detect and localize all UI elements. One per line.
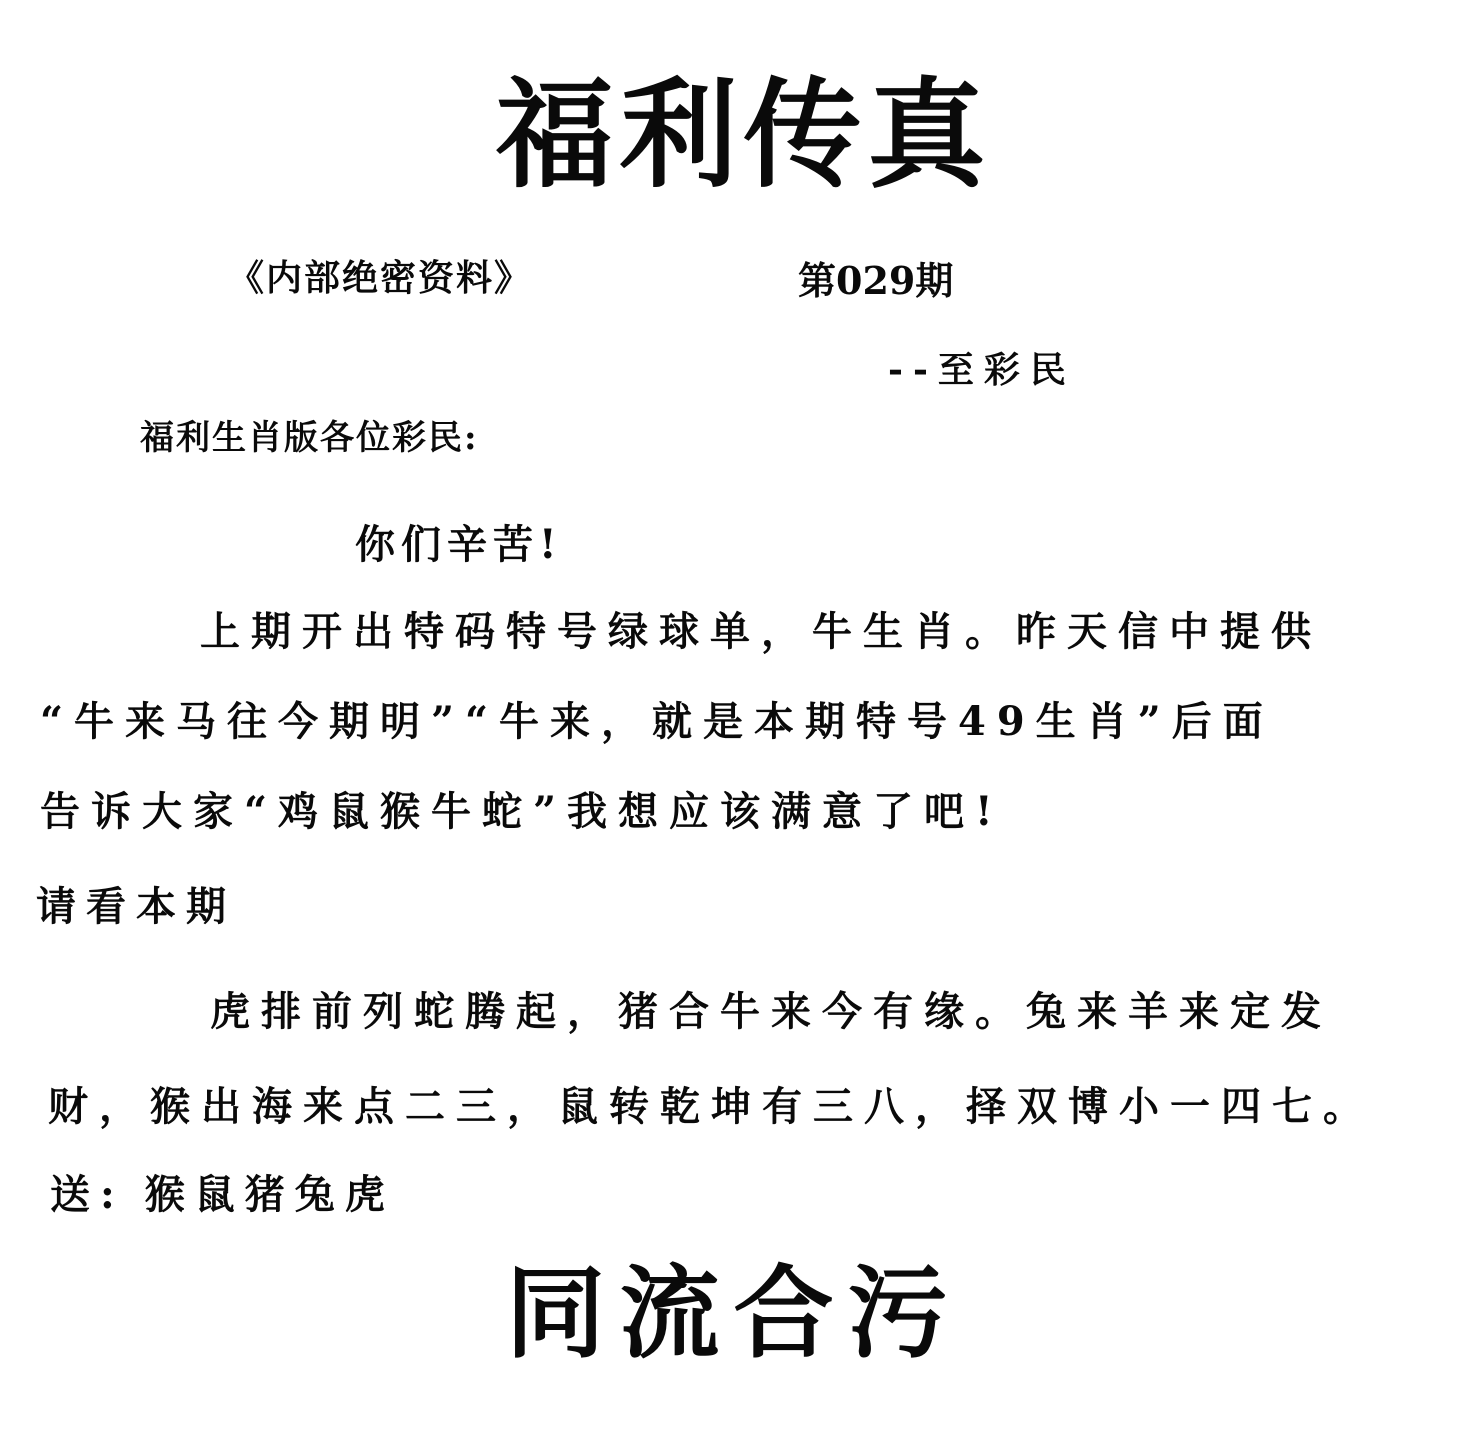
- poem-line-2: 财，猴出海来点二三，鼠转乾坤有三八，择双博小一四七。: [48, 1083, 1374, 1130]
- document-subtitle: 《内部绝密资料》: [228, 257, 533, 299]
- paragraph-line-1: 上期开出特码特号绿球单，牛生肖。昨天信中提供: [200, 608, 1322, 655]
- paragraph-line-2: “牛来马往今期明”“牛来，就是本期特号49生肖”后面: [40, 698, 1274, 745]
- poem-line-1: 虎排前列蛇腾起，猪合牛来今有缘。兔来羊来定发: [210, 988, 1332, 1035]
- footer-slogan: 同流合污: [505, 1254, 962, 1372]
- gift-value: 猴鼠猪兔虎: [144, 1171, 395, 1218]
- gift-line: [50, 1163, 395, 1220]
- page-title: 福利传真: [495, 65, 992, 204]
- issue-number: 第029期: [798, 258, 954, 303]
- greeting: 你们辛苦!: [355, 521, 563, 568]
- paragraph-line-3: 告诉大家“鸡鼠猴牛蛇”我想应该满意了吧!: [40, 788, 1004, 835]
- gift-label: 送:: [50, 1171, 125, 1218]
- signature: --至彩民: [888, 349, 1076, 391]
- see-this-issue: 请看本期: [36, 883, 236, 930]
- salutation: 福利生肖版各位彩民:: [140, 418, 479, 458]
